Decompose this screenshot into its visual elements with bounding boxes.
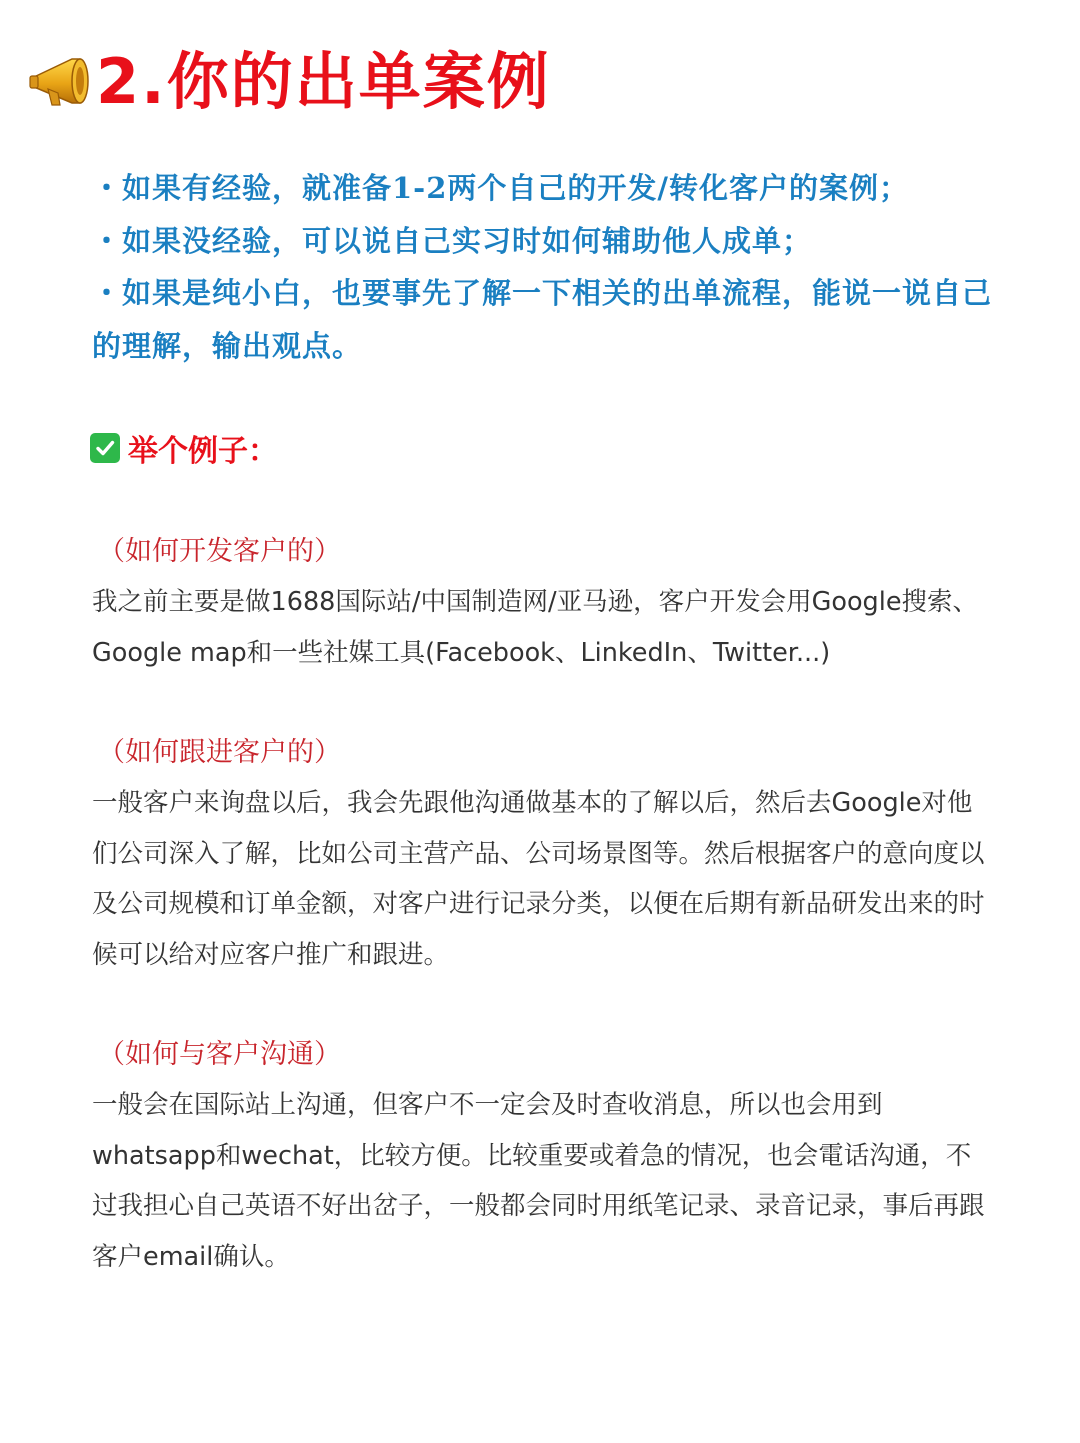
tip-experienced: ・如果有经验，就准备1-2两个自己的开发/转化客户的案例； [92,171,909,205]
section-body-develop: 我之前主要是做1688国际站/中国制造网/亚马逊，客户开发会用Google搜索、Google map和一些社媒工具(Facebook、LinkedIn、Twitter...) [92,587,979,668]
megaphone-icon [28,51,94,113]
section-heading-communicate: （如何与客户沟通） [98,1039,341,1070]
example-heading [90,424,278,472]
tip-beginner: ・如果是纯小白，也要事先了解一下相关的出单流程，能说一说自己的理解，输出观点。 [92,276,993,363]
tips-list [92,162,992,372]
title-row [28,42,551,122]
section-body-follow-up: 一般客户来询盘以后，我会先跟他沟通做基本的了解以后，然后去Google对他们公司深入了解，比如公司主营产品、公司场景图等。然后根据客户的意向度以及公司规模和订单金额，对客户进行记录分类，以便在后期有新品研发出来的时候可以给对应客户推广和跟进。 [92,788,985,970]
check-mark-icon [90,433,120,463]
example-label: 举个例子： [128,434,278,469]
tip-no-experience: ・如果没经验，可以说自己实习时如何辅助他人成单； [92,223,813,258]
section-heading-follow-up: （如何跟进客户的） [98,737,341,768]
section-heading-develop: （如何开发客户的） [98,536,341,567]
page-title: 2.你的出单案例 [96,45,551,118]
section-body-communicate: 一般会在国际站上沟通，但客户不一定会及时查收消息，所以也会用到whatsapp和wechat，比较方便。比较重要或着急的情况，也会電话沟通，不过我担心自己英语不好出岔子，一般都会同时用纸笔记录、录音记录，事后再跟客户email确认。 [92,1090,985,1272]
